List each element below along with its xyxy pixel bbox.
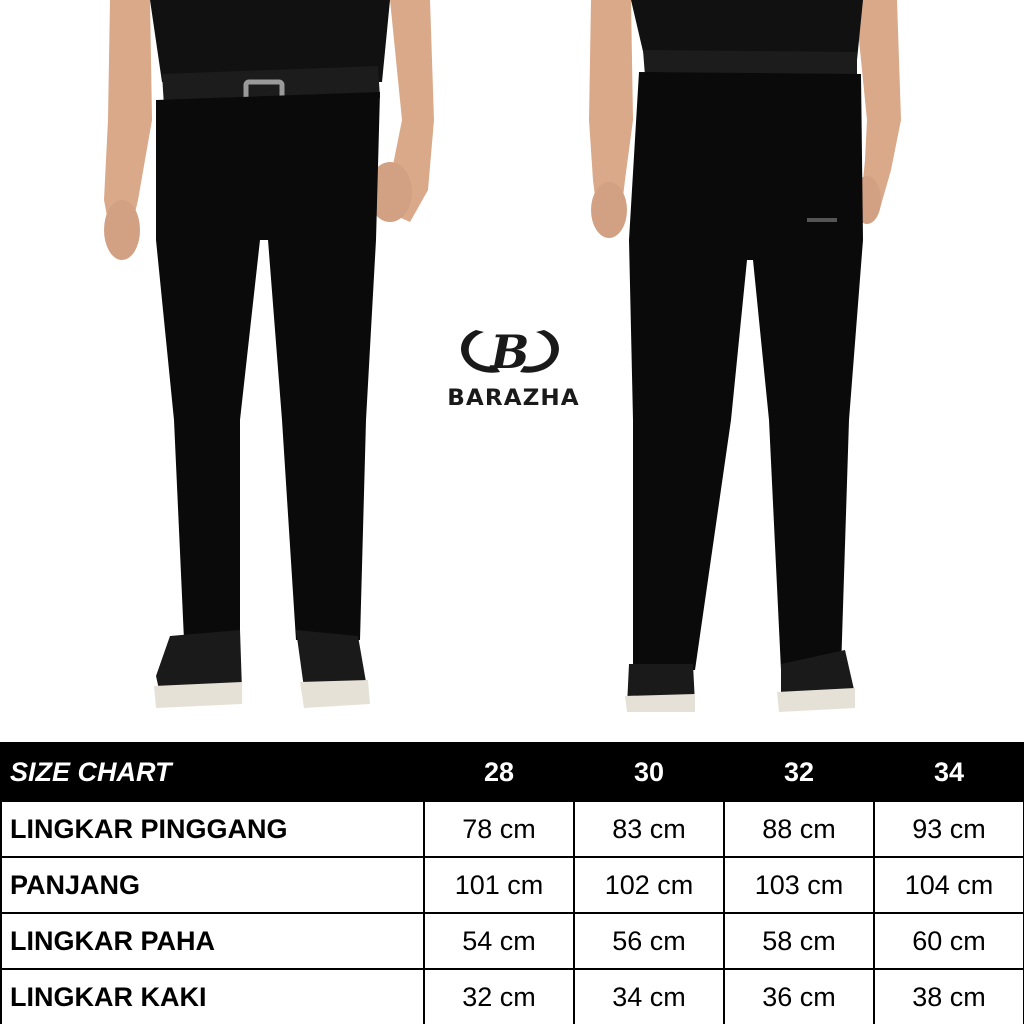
table-cell: 104 cm — [874, 857, 1024, 913]
table-row — [1, 801, 1024, 857]
table-cell: 101 cm — [424, 857, 574, 913]
table-row — [1, 913, 1024, 969]
size-chart-header-row — [1, 743, 1024, 801]
table-cell: 54 cm — [424, 913, 574, 969]
table-cell: 103 cm — [724, 857, 874, 913]
row-label: LINGKAR PINGGANG — [1, 801, 424, 857]
table-cell: 78 cm — [424, 801, 574, 857]
size-header: 30 — [574, 743, 724, 801]
table-cell: 93 cm — [874, 801, 1024, 857]
table-cell: 102 cm — [574, 857, 724, 913]
table-cell: 32 cm — [424, 969, 574, 1024]
table-cell: 36 cm — [724, 969, 874, 1024]
svg-text:B: B — [490, 325, 530, 378]
brand-logo — [440, 322, 590, 422]
table-cell: 56 cm — [574, 913, 724, 969]
table-cell: 83 cm — [574, 801, 724, 857]
size-chart-title: SIZE CHART — [1, 743, 424, 801]
model-front-view — [90, 0, 450, 720]
brand-name: BARAZHA — [447, 386, 580, 411]
barazha-logo-icon — [456, 322, 564, 378]
table-row — [1, 969, 1024, 1024]
table-cell: 34 cm — [574, 969, 724, 1024]
table-cell: 58 cm — [724, 913, 874, 969]
table-row — [1, 857, 1024, 913]
size-header: 32 — [724, 743, 874, 801]
row-label: LINGKAR PAHA — [1, 913, 424, 969]
size-header: 34 — [874, 743, 1024, 801]
row-label: PANJANG — [1, 857, 424, 913]
row-label: LINGKAR KAKI — [1, 969, 424, 1024]
size-header: 28 — [424, 743, 574, 801]
table-cell: 60 cm — [874, 913, 1024, 969]
table-cell: 88 cm — [724, 801, 874, 857]
table-cell: 38 cm — [874, 969, 1024, 1024]
model-back-view — [585, 0, 915, 720]
size-chart-table — [0, 742, 1024, 1024]
